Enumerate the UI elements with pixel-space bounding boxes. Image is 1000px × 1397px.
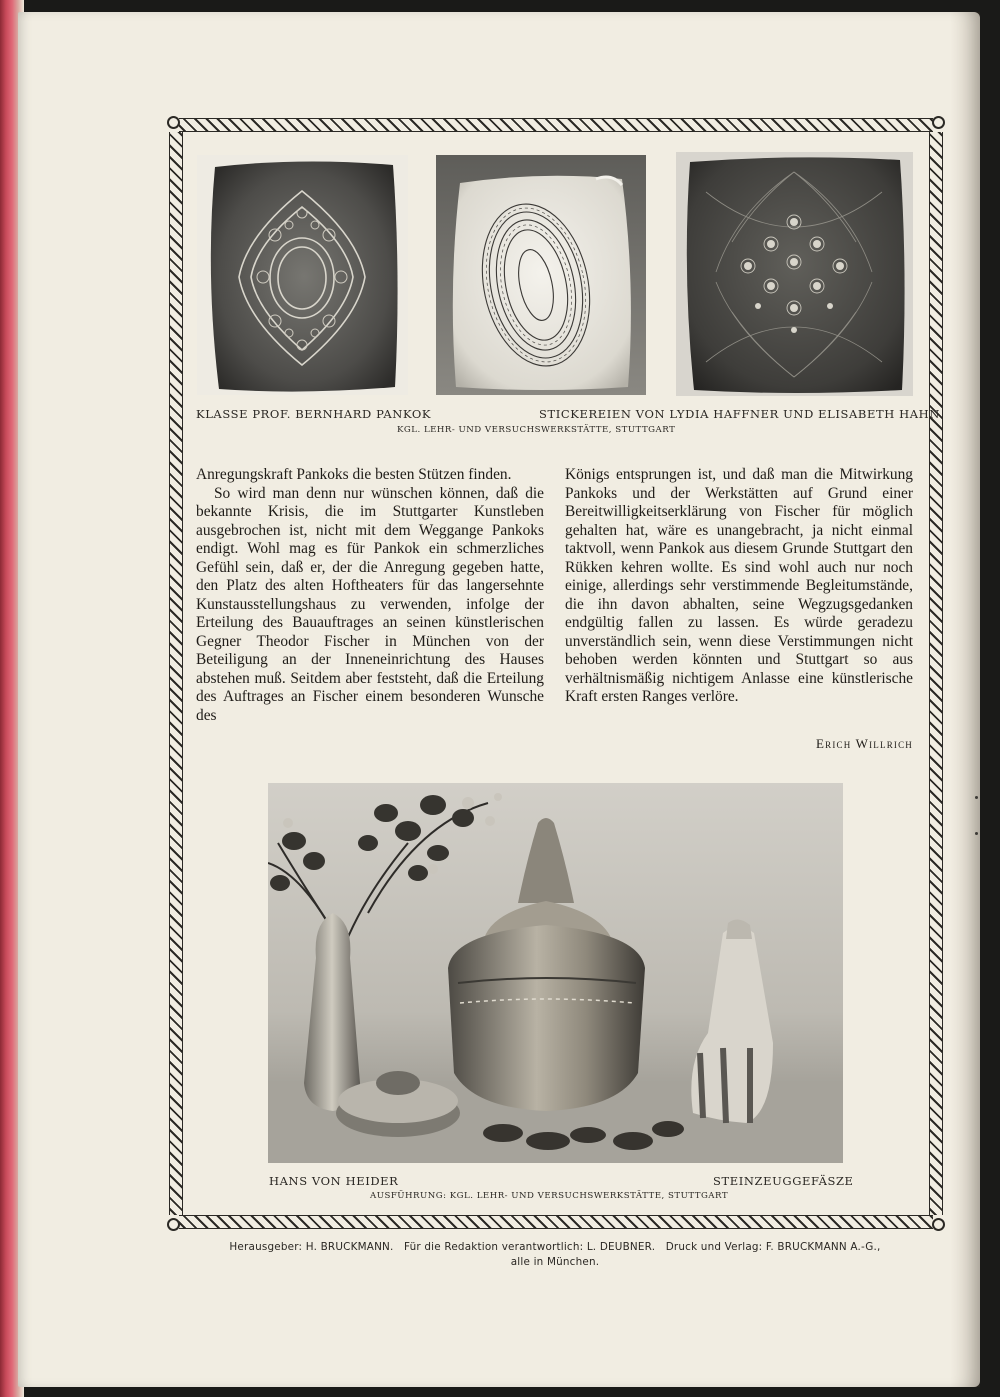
- cushion-3-image: [676, 152, 913, 396]
- cushion-2-image: [436, 155, 646, 395]
- page-gutter-shadow: [950, 12, 980, 1387]
- paragraph: So wird man denn nur wünschen können, daß die bekannte Krisis, die im Stuttgarter Kunstleben ausgebrochen ist, nicht mit dem Weggange Pankoks endigt. Wohl mag es für Pankok ein schmerzliches Gefühl sein, daß er, der die Anregung gegeben hatte, den Platz des alten Hoftheaters für das langersehnte Kunstausstellungshaus zu verwenden, infolge der Erteilung des Bauauftrages an seinen künstlerischen Gegner Theodor Fischer in München von der Beteiligung an der Inneneinrichtung des Hauses abstehen muß. Seitdem aber feststeht, daß die Erteilung des Auftrages an Fischer einem besonderen Wunsche des: [196, 484, 544, 724]
- corner-ornament: [167, 116, 180, 129]
- margin-mark: [975, 832, 978, 835]
- photo-stoneware-vessels: [268, 783, 843, 1163]
- photo-cushion-peacock: [676, 152, 913, 396]
- imprint-line-2: alle in München.: [510, 1255, 600, 1268]
- stoneware-image: [268, 783, 843, 1163]
- caption-bottom-right: STEINZEUGGEFÄSZE: [713, 1174, 854, 1188]
- caption-bottom-left: HANS VON HEIDER: [269, 1174, 399, 1188]
- caption-top-right: STICKEREIEN VON LYDIA HAFFNER UND ELISABETH HAHN: [539, 407, 940, 421]
- paragraph: Königs entsprungen ist, und daß man die Mitwirkung Pankoks und der Werkstätten auf Grund einer Bereitwilligkeitserklärung von Fischer für möglich gehalten hat, wäre es unangebracht, ja nicht einmal taktvoll, wenn Pankok aus diesem Grunde Stuttgart den Rükken kehren wollte. Es sind wohl auch nur noch einige, allerdings sehr verstimmende Begleitumstände, die ihn davon abhalten, seine Wegzugsgedanken endgültig fallen zu lassen. Es würde geradezu unverständlich sein, wenn diese Verstimmungen nicht behoben werden könnten und Stuttgart so aus verhältnismäßig nichtigem Anlasse eine künstlerische Kraft ersten Ranges verlöre.: [565, 466, 913, 705]
- border-left: [169, 132, 183, 1215]
- caption-top-center: KGL. LEHR- UND VERSUCHSWERKSTÄTTE, STUTTGART: [397, 425, 676, 435]
- imprint-line-1: Herausgeber: H. BRUCKMANN. Für die Redaktion verantwortlich: L. DEUBNER. Druck und Verlag: F. BRUCKMANN A.-G.,: [229, 1241, 881, 1253]
- corner-ornament: [932, 1218, 945, 1231]
- article-right-column: [565, 466, 913, 707]
- border-bottom: [179, 1215, 933, 1229]
- caption-bottom-center: AUSFÜHRUNG: KGL. LEHR- UND VERSUCHSWERKSTÄTTE, STUTTGART: [370, 1191, 729, 1201]
- photo-cushion-spiral: [436, 155, 646, 395]
- imprint-footer: [160, 1240, 950, 1269]
- paragraph: Anregungskraft Pankoks die besten Stützen finden.: [196, 466, 512, 483]
- article-left-column: [196, 466, 544, 725]
- border-top: [179, 118, 933, 132]
- author-signature: Erich Willrich: [815, 736, 913, 751]
- corner-ornament: [167, 1218, 180, 1231]
- border-right: [929, 132, 943, 1215]
- cushion-1-image: [197, 155, 408, 395]
- corner-ornament: [932, 116, 945, 129]
- photo-cushion-pankok: [197, 155, 408, 395]
- caption-top-left: KLASSE PROF. BERNHARD PANKOK: [196, 407, 432, 421]
- margin-mark: [975, 796, 978, 799]
